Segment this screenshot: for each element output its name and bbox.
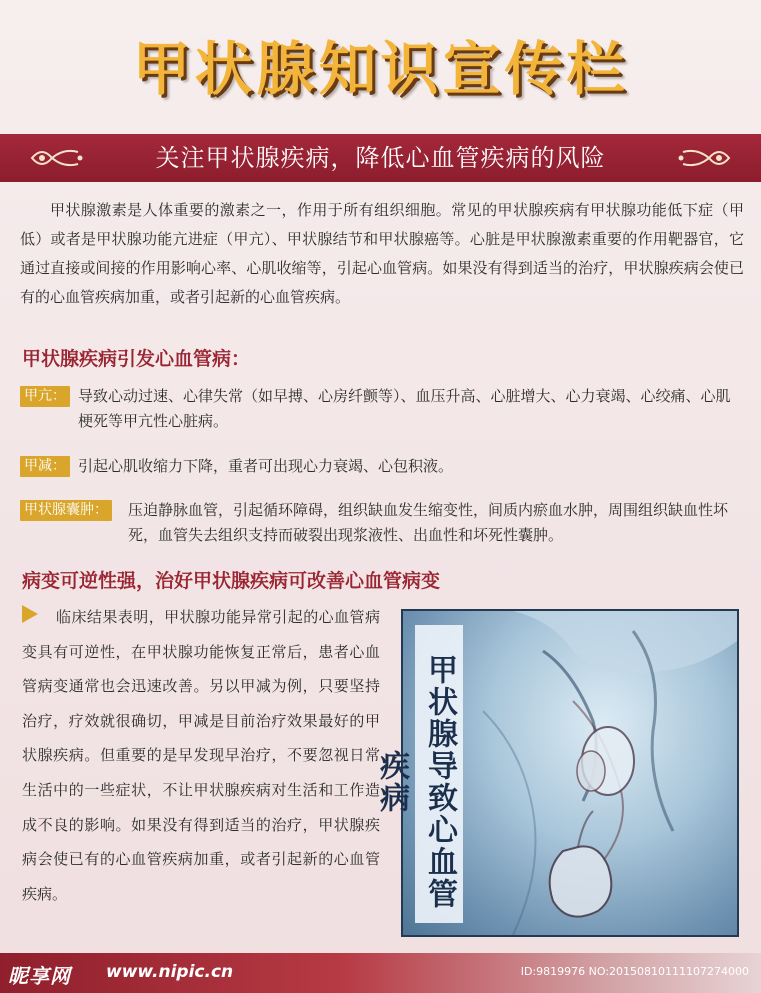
subtitle-banner [0, 134, 761, 182]
watermark-logo: 昵享网 [8, 964, 71, 988]
page-title: 甲状腺知识宣传栏 [132, 35, 629, 103]
medical-illustration [374, 609, 739, 937]
disease-item-cyst [20, 498, 744, 548]
section2-body: 临床结果表明，甲状腺功能异常引起的心血管病变具有可逆性，在甲状腺功能恢复正常后，患者心血管病变通常也会迅速改善。另以甲减为例，只要坚持治疗，疗效就很确切，甲减是目前治疗效果最好的甲状腺疾病。但重要的是早发现早治疗，不要忽视日常生活中的一些症状，不让甲状腺疾病对生活和工作造成不良的影响。如果没有得到适当的治疗，甲状腺疾病会使已有的心血管疾病加重，或者引起新的心血管疾病。 [22, 608, 380, 903]
tag-badge: 甲减： [20, 456, 70, 477]
item-text: 导致心动过速、心律失常（如早搏、心房纤颤等）、血压升高、心脏增大、心力衰竭、心绞痛、心肌梗死等甲亢性心脏病。 [78, 387, 731, 430]
image-id-text: ID:9819976 NO:20150810111107274000 [520, 965, 749, 978]
banner-text: 关注甲状腺疾病，降低心血管疾病的风险 [155, 144, 606, 172]
tag-badge: 甲亢： [20, 386, 70, 407]
item-text: 压迫静脉血管，引起循环障碍，组织缺血发生缩变性，间质内瘀血水肿，周围组织缺血性坏死，血管失去组织支持而破裂出现浆液性、出血性和坏死性囊肿。 [128, 501, 729, 544]
image-caption: 甲状腺导致心血管疾病 [374, 654, 457, 910]
image-caption-box [374, 625, 463, 923]
footer-bar [0, 953, 761, 993]
disease-item-hyperthyroid [20, 384, 744, 434]
watermark-url: www.nipic.cn [106, 962, 234, 982]
tag-badge: 甲状腺囊肿： [20, 500, 112, 521]
disease-item-hypothyroid [20, 454, 744, 479]
ornament-right-icon [675, 142, 733, 174]
item-text: 引起心肌收缩力下降，重者可出现心力衰竭、心包积液。 [78, 457, 454, 475]
section1-heading: 甲状腺疾病引发心血管病： [22, 348, 251, 370]
section2-heading: 病变可逆性强，治好甲状腺疾病可改善心血管病变 [22, 570, 441, 592]
intro-paragraph: 甲状腺激素是人体重要的激素之一，作用于所有组织细胞。常见的甲状腺疾病有甲状腺功能低下症（甲低）或者是甲状腺功能亢进症（甲亢）、甲状腺结节和甲状腺癌等。心脏是甲状腺激素重要的作用靶器官，它通过直接或间接的作用影响心率、心肌收缩等，引起心血管病。如果没有得到适当的治疗，甲状腺疾病会使已有的心血管疾病加重，或者引起新的心血管疾病。 [20, 201, 744, 306]
